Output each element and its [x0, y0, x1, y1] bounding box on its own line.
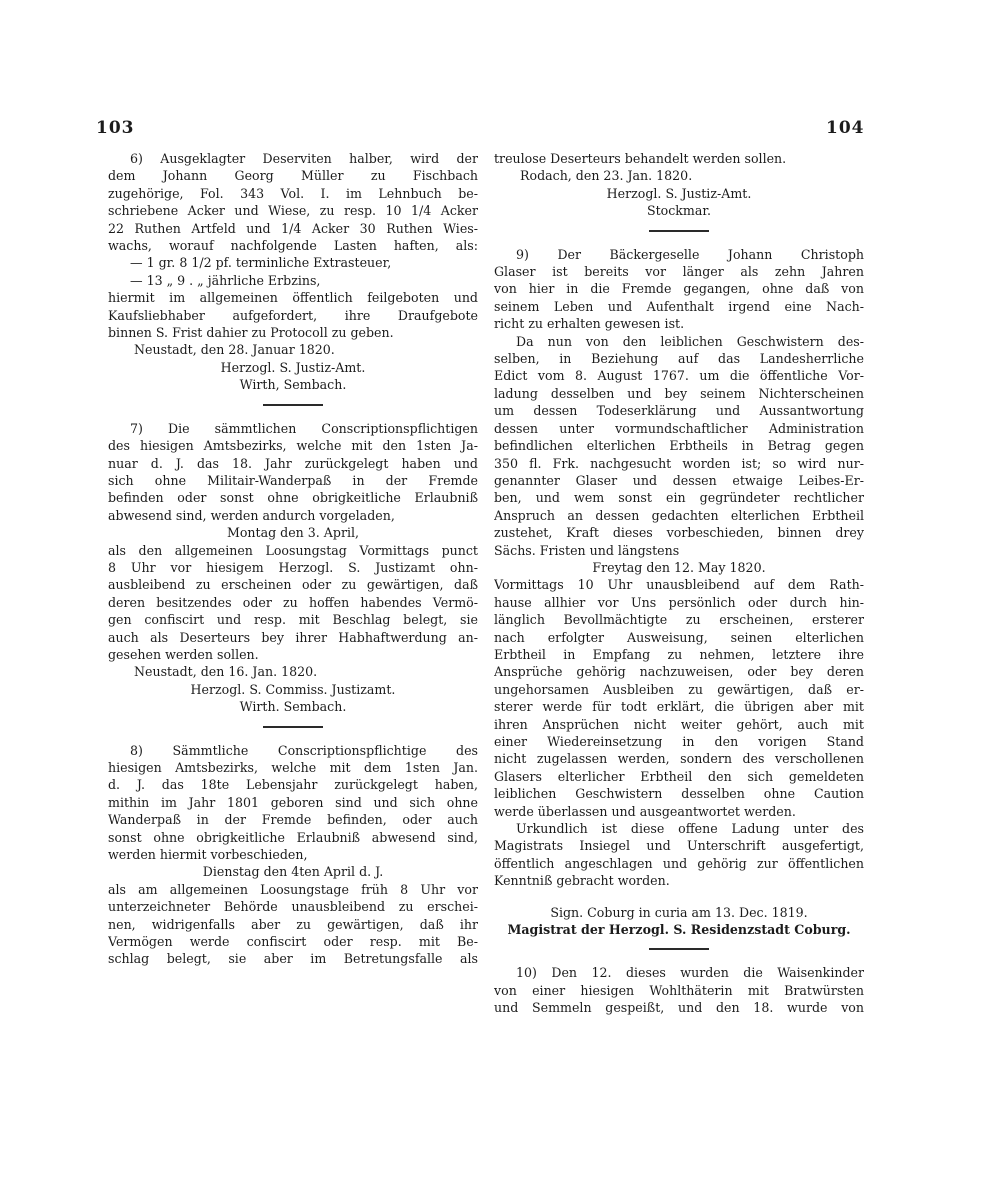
text-line: Wanderpaß in der Fremde befinden, oder auch [108, 812, 478, 828]
text-line: Kaufsliebhaber aufgefordert, ihre Draufgebote [108, 307, 478, 323]
text-line: Urkundlich ist diese offene Ladung unter des [516, 821, 864, 837]
authority: Magistrat der Herzogl. S. Residenzstadt Coburg. [507, 922, 851, 938]
text-line: befinden oder sonst ohne obrigkeitliche Erlaubniß [108, 490, 478, 506]
notice-7-continuation [494, 150, 864, 220]
notice-7 [108, 420, 478, 664]
text-line: mithin im Jahr 1801 geboren sind und sich ohne [108, 794, 478, 810]
text-line: 10) Den 12. dieses wurden die Waisenkinder [516, 965, 864, 981]
left-column [108, 150, 478, 968]
text-line: selben, in Beziehung auf das Landesherrliche [494, 351, 864, 367]
text-line: hiermit im allgemeinen öffentlich feilgeboten und [108, 290, 478, 306]
text-line: unterzeichneter Behörde unausbleibend zu erschei- [108, 899, 478, 915]
notice-9 [494, 246, 864, 890]
notice-8 [108, 742, 478, 968]
text-line: hause allhier vor Uns persönlich oder durch hin- [494, 594, 864, 610]
section-divider [649, 948, 709, 950]
date-line: Dienstag den 4ten April d. J. [202, 864, 384, 880]
section-divider [263, 726, 323, 728]
place-date: Rodach, den 23. Jan. 1820. [520, 168, 693, 184]
text-line: des hiesigen Amtsbezirks, welche mit den 1sten Ja- [108, 438, 478, 454]
text-line: zustehet, Kraft dieses vorbeschieden, binnen drey [494, 525, 864, 541]
text-line: Sächs. Fristen und längstens [494, 542, 680, 558]
text-line: nuar d. J. das 18. Jahr zurückgelegt haben und [108, 455, 478, 471]
text-line: treulose Deserteurs behandelt werden sollen. [494, 151, 787, 166]
signatures: Wirth, Sembach. [239, 377, 347, 393]
date-line: Montag den 3. April, [226, 525, 360, 541]
place-date: Neustadt, den 16. Jan. 1820. [134, 664, 318, 680]
notice-10 [494, 964, 864, 1016]
text-line: Vermögen werde confiscirt oder resp. mit Be- [108, 934, 478, 950]
text-line: 22 Ruthen Artfeld und 1/4 Acker 30 Ruthen Wies- [108, 220, 478, 236]
text-line: länglich Bevollmächtigte zu erscheinen, ersterer [494, 612, 864, 628]
text-line: 8 Uhr vor hiesigem Herzogl. S. Justizamt ohn- [108, 559, 478, 575]
text-line: d. J. das 18te Lebensjahr zurückgelegt haben, [108, 777, 478, 793]
text-line: um dessen Todeserklärung und Aussantwortung [494, 403, 864, 419]
text-line: als am allgemeinen Loosungstage früh 8 Uhr vor [108, 881, 478, 897]
date-line: Freytag den 12. May 1820. [592, 559, 766, 575]
place-date: Neustadt, den 28. Januar 1820. [134, 342, 335, 358]
text-line: dessen unter vormundschaftlicher Administration [494, 420, 864, 436]
text-line: schriebene Acker und Wiese, zu resp. 10 1/4 Acker [108, 203, 478, 219]
place-date: Sign. Coburg in curia am 13. Dec. 1819. [550, 904, 808, 920]
text-line: genannter Glaser und dessen etwaige Leibes-Er- [494, 472, 864, 488]
text-line: zugehörige, Fol. 343 Vol. I. im Lehnbuch be- [108, 185, 478, 201]
text-line: sterer werde für todt erklärt, die übrigen aber mit [494, 699, 864, 715]
text-line: ausbleibend zu erscheinen oder zu gewärtigen, daß [108, 577, 478, 593]
text-line: ladung desselben und bey seinem Nichterscheinen [494, 385, 864, 401]
text-line: seinem Leben und Aufenthalt irgend eine Nach- [494, 298, 864, 314]
text-line: sich ohne Militair-Wanderpaß in der Fremde [108, 472, 478, 488]
text-line: gesehen werden sollen. [108, 646, 259, 662]
text-line: — 13 „ 9 . „ jährliche Erbzins, [130, 272, 321, 288]
text-line: als den allgemeinen Loosungstag Vormittags punct [108, 542, 478, 558]
text-line: von einer hiesigen Wohlthäterin mit Bratwürsten [494, 982, 864, 998]
text-line: und Semmeln gespeißt, und den 18. wurde von [494, 1000, 864, 1016]
authority: Herzogl. S. Commiss. Justizamt. [190, 681, 396, 697]
text-line: schlag belegt, sie aber im Betretungsfalle als [108, 951, 478, 967]
signature: Stockmar. [646, 203, 712, 219]
text-line: Anspruch an dessen gedachten elterlichen Erbtheil [494, 507, 864, 523]
text-line: wachs, worauf nachfolgende Lasten haften, als: [108, 238, 478, 254]
text-line: 7) Die sämmtlichen Conscriptionspflichtigen [130, 420, 478, 436]
text-line: Glasers elterlicher Erbtheil den sich gemeldeten [494, 768, 864, 784]
authority: Herzogl. S. Justiz-Amt. [220, 359, 366, 375]
text-line: von hier in die Fremde gegangen, ohne daß von [494, 281, 864, 297]
text-line: 350 fl. Frk. nachgesucht worden ist; so wird nur- [494, 455, 864, 471]
text-line: 6) Ausgeklagter Deserviten halber, wird der [130, 151, 478, 166]
text-line: 8) Sämmtliche Conscriptionspflichtige des [130, 742, 478, 758]
text-line: nen, widrigenfalls aber zu gewärtigen, daß ihr [108, 916, 478, 932]
text-line: Glaser ist bereits vor länger als zehn Jahren [494, 264, 864, 280]
text-line: ungehorsamen Ausbleiben zu gewärtigen, daß er- [494, 681, 864, 697]
text-line: richt zu erhalten gewesen ist. [494, 316, 685, 332]
text-line: nach erfolgter Ausweisung, seinen elterlichen [494, 629, 864, 645]
text-line: auch als Deserteurs bey ihrer Habhaftwerdung an- [108, 629, 478, 645]
text-line: werde überlassen und ausgeantwortet werden. [494, 803, 796, 819]
text-line: ben, und wem sonst ein gegründeter rechtlicher [494, 490, 864, 506]
text-line: binnen S. Frist dahier zu Protocoll zu geben. [108, 325, 394, 341]
text-line: deren besitzendes oder zu hoffen habendes Vermö- [108, 594, 478, 610]
text-line: öffentlich angeschlagen und gehörig zur öffentlichen [494, 855, 864, 871]
text-line: 9) Der Bäckergeselle Johann Christoph [516, 246, 864, 262]
notice-6 [108, 150, 478, 341]
text-line: Da nun von den leiblichen Geschwistern des- [516, 333, 864, 349]
section-divider [649, 230, 709, 232]
text-line: werden hiermit vorbeschieden, [108, 847, 308, 863]
text-line: nicht zugelassen werden, sondern des verschollenen [494, 751, 864, 767]
text-line: Kenntniß gebracht worden. [494, 873, 670, 889]
page-number-left: 103 [96, 118, 135, 138]
text-line: leiblichen Geschwistern desselben ohne Caution [494, 786, 864, 802]
text-line: dem Johann Georg Müller zu Fischbach [108, 168, 478, 184]
text-line: ihren Ansprüchen nicht weiter gehört, auch mit [494, 716, 864, 732]
text-line: Edict vom 8. August 1767. um die öffentliche Vor- [494, 368, 864, 384]
signatures: Wirth. Sembach. [239, 699, 347, 715]
text-line: gen confiscirt und resp. mit Beschlag belegt, sie [108, 612, 478, 628]
page-number-right: 104 [826, 118, 865, 138]
text-line: Ansprüche gehörig nachzuweisen, oder bey deren [494, 664, 864, 680]
text-line: sonst ohne obrigkeitliche Erlaubniß abwesend sind, [108, 829, 478, 845]
text-line: Erbtheil in Empfang zu nehmen, letztere ihre [494, 646, 864, 662]
text-line: Vormittags 10 Uhr unausbleibend auf dem Rath- [494, 577, 864, 593]
section-divider [263, 404, 323, 406]
text-line: — 1 gr. 8 1/2 pf. terminliche Extrasteuer, [130, 255, 392, 271]
text-line: einer Wiedereinsetzung in den vorigen Stand [494, 734, 864, 749]
text-line: Magistrats Insiegel und Unterschrift ausgefertigt, [494, 838, 864, 854]
text-line: abwesend sind, werden andurch vorgeladen, [108, 507, 395, 523]
authority: Herzogl. S. Justiz-Amt. [606, 185, 752, 201]
text-line: befindlichen elterlichen Erbtheils in Betrag gegen [494, 438, 864, 454]
text-line: hiesigen Amtsbezirks, welche mit dem 1sten Jan. [108, 760, 478, 775]
right-column [494, 150, 864, 1017]
